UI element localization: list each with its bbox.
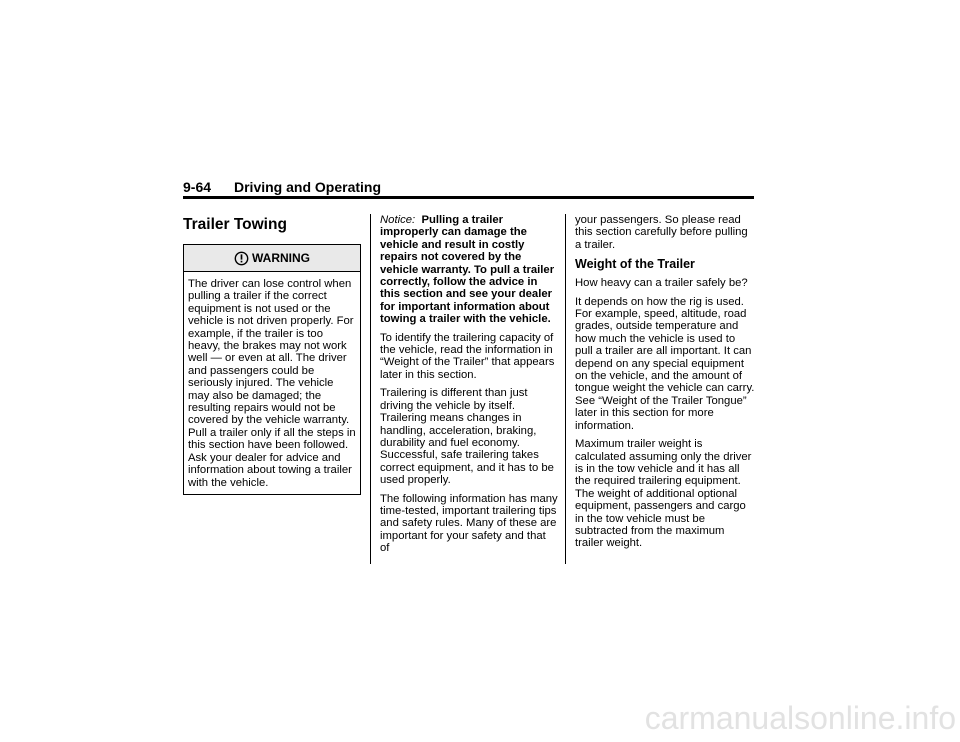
paragraph: To identify the trailering capacity of the vehicle, read the information in “Weight of the Trailer” that appears later in this section. bbox=[380, 331, 555, 381]
watermark: carmanualsonline.info bbox=[644, 700, 956, 736]
page-number: 9-64 bbox=[183, 179, 212, 195]
column-2 bbox=[380, 214, 558, 561]
notice-text: Pulling a trailer improperly can damage the vehicle and result in costly repairs not covered by the vehicle warranty. To pull a trailer correctly, follow the advice in this section and see your dealer for important information about towing a trailer with the vehicle. bbox=[380, 214, 555, 326]
header-rule bbox=[183, 196, 754, 199]
warning-label: WARNING bbox=[252, 250, 310, 265]
warning-box bbox=[183, 244, 361, 495]
continuation-paragraph: your passengers. So please read this section carefully before pulling a trailer. bbox=[575, 214, 748, 251]
subheading: Weight of the Trailer bbox=[575, 257, 695, 272]
warning-header bbox=[184, 245, 360, 272]
notice-label: Notice: bbox=[380, 214, 416, 226]
column-1 bbox=[183, 214, 361, 495]
warning-icon bbox=[234, 251, 249, 266]
paragraph: Trailering is different than just driving the vehicle by itself. Trailering means changes in handling, acceleration, braking, durability and fuel economy. Successful, safe trailering takes correct equipment, and it has to be used properly. bbox=[380, 387, 554, 487]
notice-paragraph bbox=[380, 214, 558, 326]
paragraph: It depends on how the rig is used. For example, speed, altitude, road grades, outside temperature and how much the vehicle is used to pull a trailer are all important. It can depend on any special equipment on the vehicle, and the amount of tongue weight the vehicle can carry. See “Weight of the Trailer Tongue” later in this section for more information. bbox=[575, 295, 755, 432]
paragraph: Maximum trailer weight is calculated assuming only the driver is in the tow vehicle and it has all the required trailering equipment. The weight of additional optional equipment, passengers and cargo in the tow vehicle must be subtracted from the maximum trailer weight. bbox=[575, 438, 752, 550]
section-title: Driving and Operating bbox=[234, 179, 382, 195]
warning-text: The driver can lose control when pulling a trailer if the correct equipment is not used or the vehicle is not driven properly. For example, if the trailer is too heavy, the brakes may not work well — or even at all. The driver and passengers could be seriously injured. The vehicle may also be damaged; the resulting repairs would not be covered by the vehicle warranty. Pull a trailer only if all the steps in this section have been followed. Ask your dealer for advice and information about towing a trailer with the vehicle. bbox=[188, 278, 356, 489]
column-divider-1 bbox=[370, 214, 371, 564]
column-divider-2 bbox=[565, 214, 566, 564]
paragraph: The following information has many time-tested, important trailering tips and safety rules. Many of these are important for your safety and that of bbox=[380, 492, 558, 555]
page-title: Trailer Towing bbox=[183, 216, 287, 233]
column-3 bbox=[575, 214, 755, 556]
paragraph: How heavy can a trailer safely be? bbox=[575, 277, 748, 290]
